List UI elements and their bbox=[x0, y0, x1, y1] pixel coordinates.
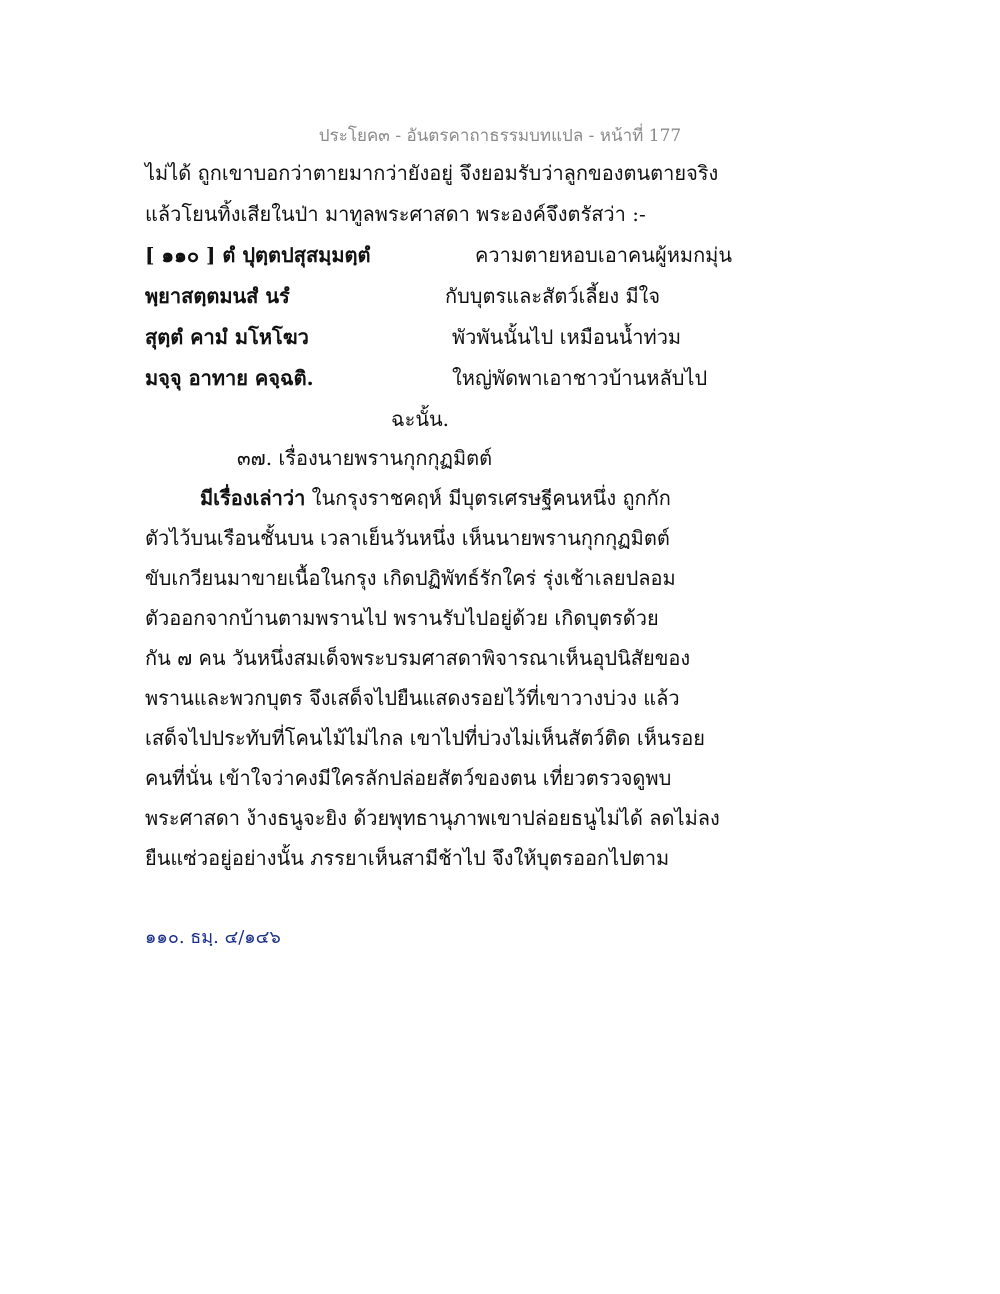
verse-closing: ฉะนั้น. bbox=[390, 407, 450, 431]
intro-line: ไม่ได้ ถูกเขาบอกว่าตายมากว่ายังอยู่ จึงยอมรับว่าลูกของตนตายจริง bbox=[145, 161, 719, 185]
verse-pali-line: สุตฺตํ คามํ มโหโฆว bbox=[145, 325, 309, 349]
verse-pali-line: มจฺจุ อาทาย คจฺฉติ. bbox=[145, 366, 314, 390]
story-line: เสด็จไปประทับที่โคนไม้ไม่ไกล เขาไปที่บ่วงไม่เห็นสัตว์ติด เห็นรอย bbox=[145, 726, 706, 750]
story-line: พรานและพวกบุตร จึงเสด็จไปยืนแสดงรอยไว้ที่เขาวางบ่วง แล้ว bbox=[145, 686, 680, 710]
story-line: ยืนแซ่วอยู่อย่างนั้น ภรรยาเห็นสามีช้าไป จึงให้บุตรออกไปตาม bbox=[145, 846, 670, 870]
story-lead-bold: มีเรื่องเล่าว่า bbox=[200, 486, 306, 510]
story-title: ๓๗. เรื่องนายพรานกุกกุฏมิตต์ bbox=[237, 446, 493, 470]
verse-thai-line: กับบุตรและสัตว์เลี้ยง มีใจ bbox=[445, 284, 661, 308]
verse-thai-line: ใหญ่พัดพาเอาชาวบ้านหลับไป bbox=[452, 366, 708, 390]
story-first-line bbox=[200, 485, 671, 511]
story-lead-rest: ในกรุงราชคฤห์ มีบุตรเศรษฐีคนหนึ่ง ถูกกัก bbox=[305, 486, 671, 510]
story-line: กัน ๗ คน วันหนึ่งสมเด็จพระบรมศาสดาพิจารณาเห็นอุปนิสัยของ bbox=[145, 646, 691, 670]
story-line: พระศาสดา ง้างธนูจะยิง ด้วยพุทธานุภาพเขาปล่อยธนูไม่ได้ ลดไม่ลง bbox=[145, 806, 720, 830]
verse-thai-line: พัวพันนั้นไป เหมือนน้ำท่วม bbox=[452, 325, 682, 349]
verse-pali-line: พฺยาสตฺตมนสํ นรํ bbox=[145, 284, 290, 308]
story-line: คนที่นั่น เข้าใจว่าคงมีใครลักปล่อยสัตว์ของตน เที่ยวตรวจดูพบ bbox=[145, 766, 672, 790]
story-line: ตัวไว้บนเรือนชั้นบน เวลาเย็นวันหนึ่ง เห็นนายพรานกุกกุฏมิตต์ bbox=[145, 526, 670, 550]
page-header: ประโยค๓ - อันตรคาถาธรรมบทแปล - หน้าที่ 177 bbox=[318, 126, 682, 146]
footnote: ๑๑๐. ธมฺ. ๔/๑๔๖ bbox=[145, 927, 281, 948]
verse-thai-line: ความตายหอบเอาคนผู้หมกมุ่น bbox=[475, 243, 733, 267]
verse-pali-line: [ ๑๑๐ ] ตํ ปุตฺตปสุสมฺมตฺตํ bbox=[145, 243, 371, 267]
story-line: ขับเกวียนมาขายเนื้อในกรุง เกิดปฏิพัทธ์รักใคร่ รุ่งเช้าเลยปลอม bbox=[145, 566, 676, 590]
story-line: ตัวออกจากบ้านตามพรานไป พรานรับไปอยู่ด้วย เกิดบุตรด้วย bbox=[145, 606, 659, 630]
intro-line: แล้วโยนทิ้งเสียในป่า มาทูลพระศาสดา พระองค์จึงตรัสว่า :- bbox=[145, 202, 646, 226]
